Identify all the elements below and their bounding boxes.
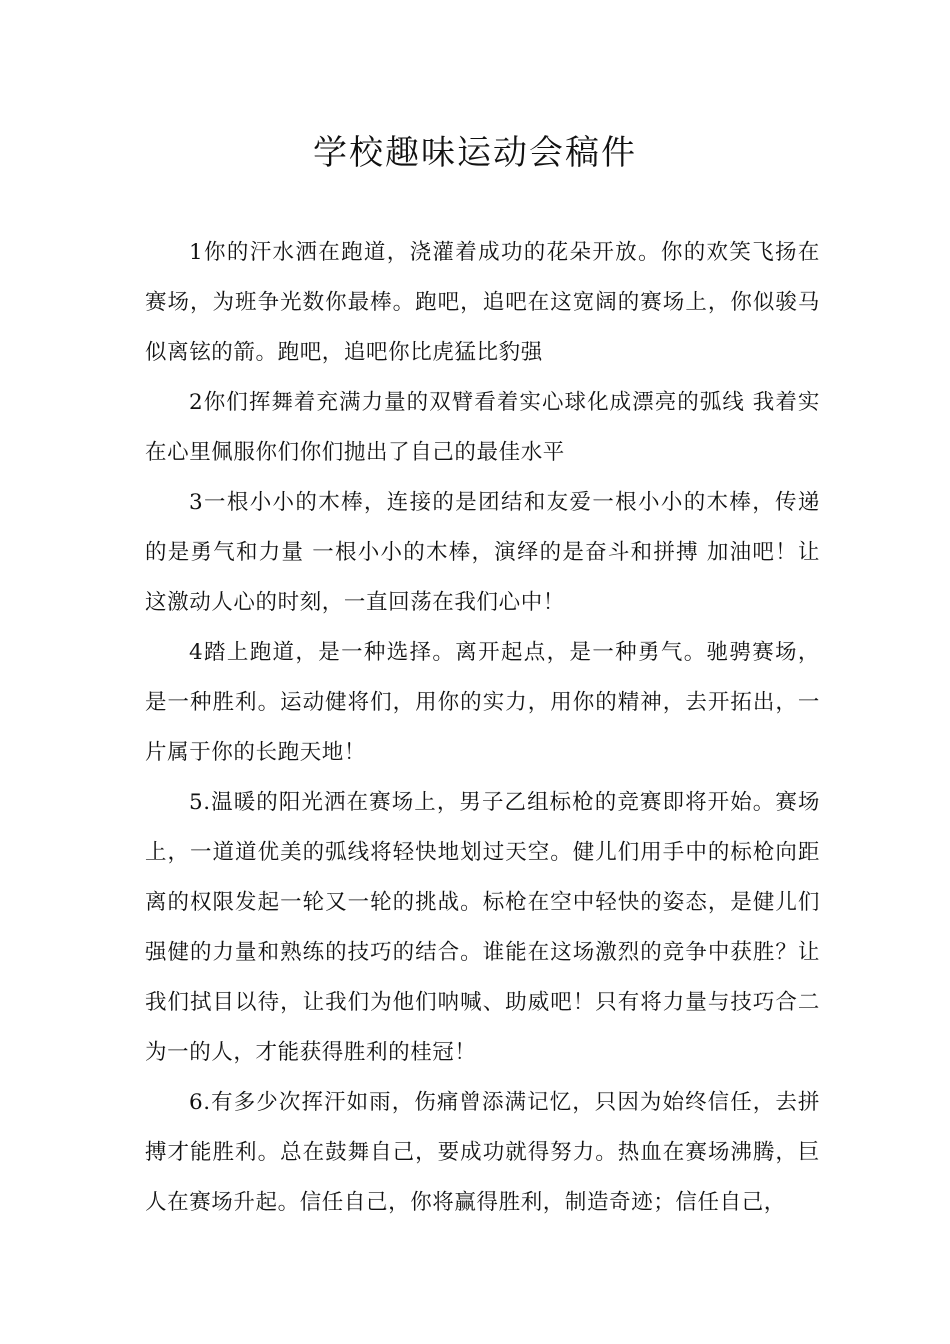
document-body [145,228,820,1228]
paragraph-1: 1你的汗水洒在跑道，浇灌着成功的花朵开放。你的欢笑飞扬在赛场，为班争光数你最棒。跑吧，追吧在这宽阔的赛场上，你似骏马似离铉的箭。跑吧，追吧你比虎猛比豹强 [145,240,820,365]
paragraph-4: 4踏上跑道，是一种选择。离开起点，是一种勇气。驰骋赛场，是一种胜利。运动健将们，用你的实力，用你的精神，去开拓出，一片属于你的长跑天地！ [145,640,820,765]
paragraph-3: 3一根小小的木棒，连接的是团结和友爱一根小小的木棒，传递的是勇气和力量 一根小小的木棒，演绎的是奋斗和拼搏 加油吧！让这激动人心的时刻，一直回荡在我们心中！ [145,490,820,615]
document-title: 学校趣味运动会稿件 [313,133,637,173]
paragraph-6: 6.有多少次挥汗如雨，伤痛曾添满记忆，只因为始终信任，去拼搏才能胜利。总在鼓舞自己，要成功就得努力。热血在赛场沸腾，巨人在赛场升起。信任自己，你将赢得胜利，制造奇迹；信任自己， [145,1090,820,1215]
paragraph-5: 5.温暖的阳光洒在赛场上，男子乙组标枪的竞赛即将开始。赛场上，一道道优美的弧线将轻快地划过天空。健儿们用手中的标枪向距离的权限发起一轮又一轮的挑战。标枪在空中轻快的姿态，是健儿们强健的力量和熟练的技巧的结合。谁能在这场激烈的竞争中获胜？让我们拭目以待，让我们为他们呐喊、助威吧！只有将力量与技巧合二为一的人，才能获得胜利的桂冠！ [145,790,820,1065]
paragraph-2: 2你们挥舞着充满力量的双臂看着实心球化成漂亮的弧线 我着实在心里佩服你们你们抛出了自己的最佳水平 [145,390,820,465]
